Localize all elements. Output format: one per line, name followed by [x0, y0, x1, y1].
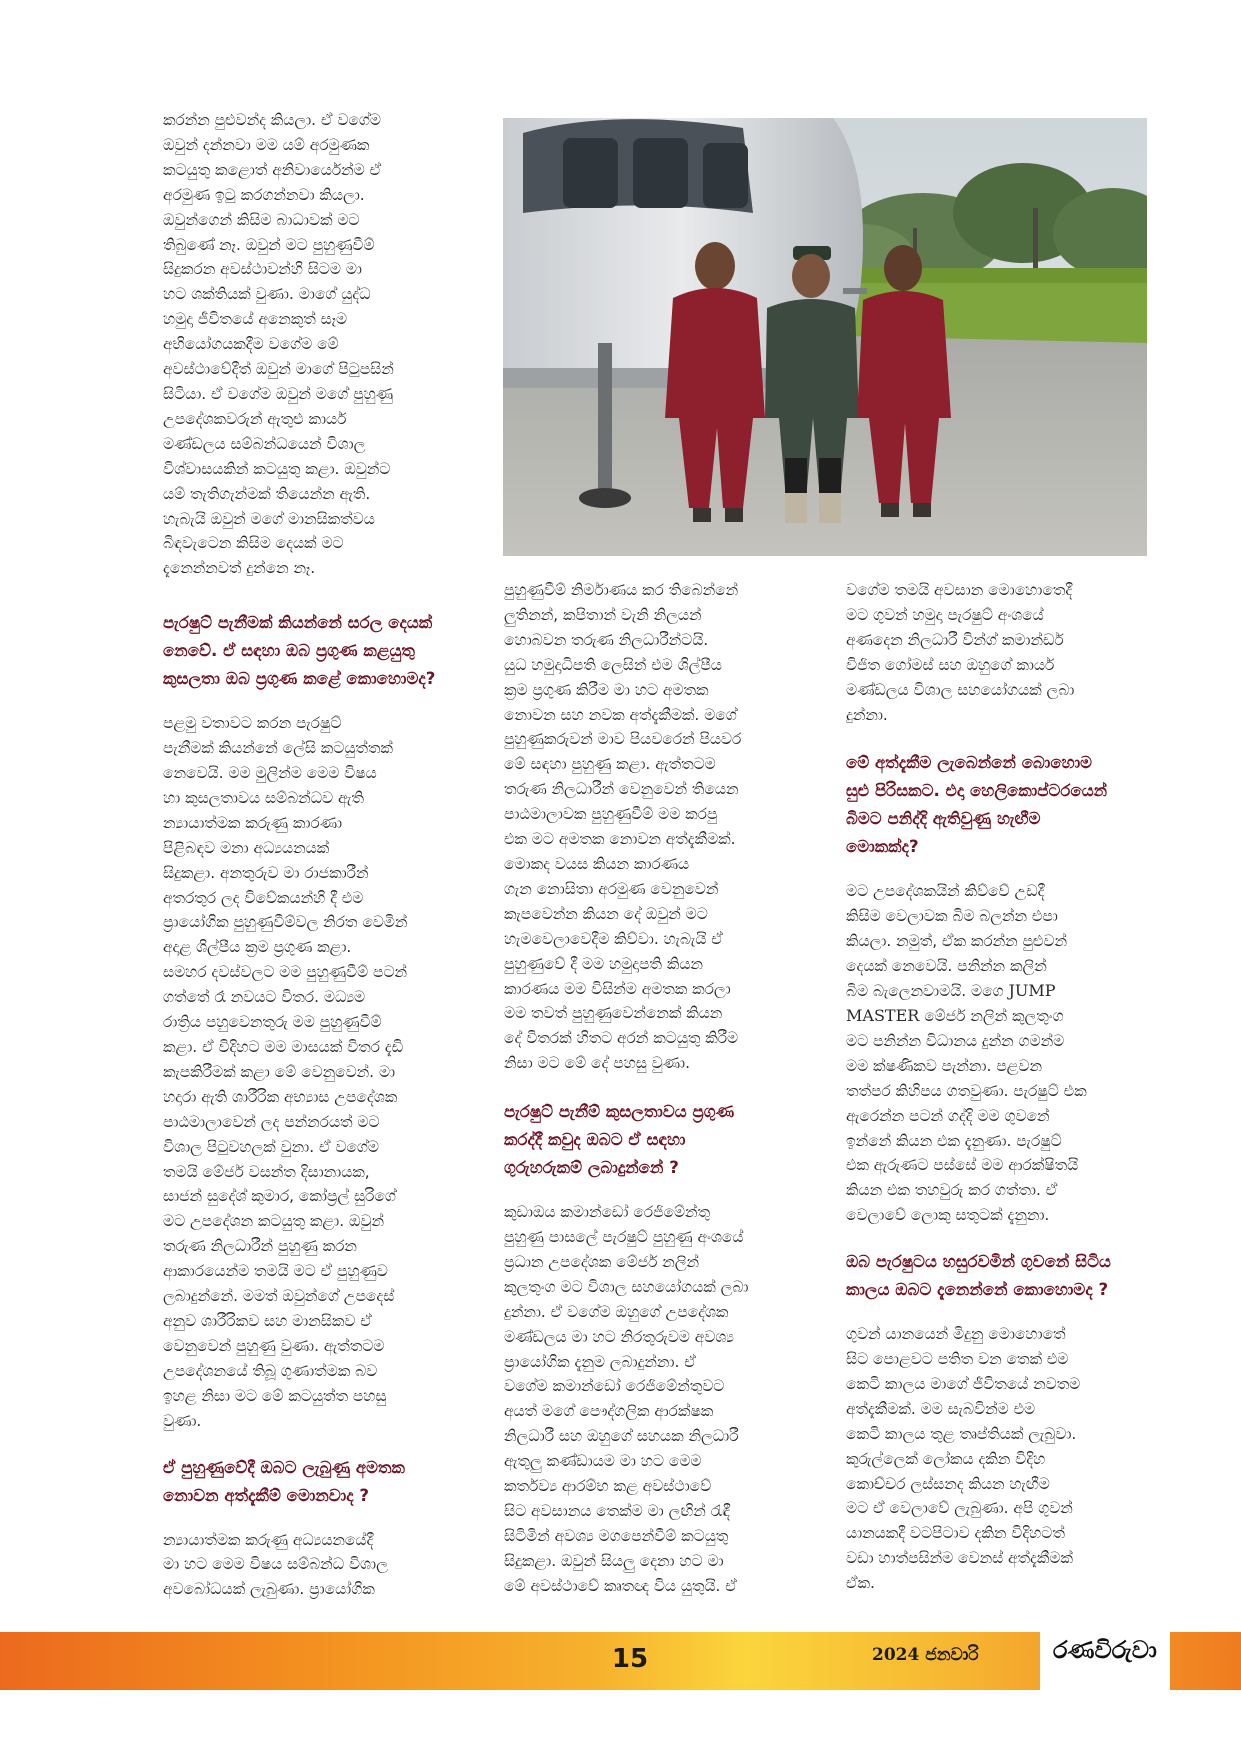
interview-question: ඒ පුහුණුවේදී ඔබට ලැබුණු අමතක නොවන අත්දැකීම් මොනවාද ? — [163, 1457, 405, 1505]
paragraph: ගුවන් යානයෙන් මිදුනු මොහොතේ සිට පොළවට පතිත වන තෙක් එම කෙටි කාලය මාගේ ජීවිතයේ නවතම අත්දැකීමක්. මම සැබවින්ම එම කෙටි කාලය තුළ තෘප්තියක් ලැබුවා. කුරුල්ලෙක් ලෝකය දකින විදිහ කොච්චර ලස්සනද කියන හැඟීම මට ඒ වෙලාවේ ලැබුණා. අපි ගුවන් යානයකදී වටපිටාව දකින විදිහටත් වඩා හාත්පසින්ම වෙනස් අත්දැකීමක් ඒක. — [846, 1325, 1081, 1593]
paragraph-text: මේජර් නලින් කුලතුංග මට පනින්න විධානය දුන්න ගමන්ම මම ක්ෂණිකව පැන්නා. පළවන තත්පර කිහිපය ගතවුණා. පැරෂුට් එක ඇරෙන්න පටන් ගද්දි මම ගුවනේ ඉන්නේ කියන එක දැනුණා. පැරෂුට් එක ඇරුණට පස්සේ මම ආරක්ෂිතයි කියන එක තහවුරු කර ගත්තා. ඒ වෙලාවේ ලොකු සතුටක් දැනුනා. — [846, 1006, 1087, 1225]
jump-master-term: JUMP MASTER — [846, 981, 1056, 1025]
paragraph — [846, 879, 1146, 1228]
issue-date: 2024 ජනවාරි — [872, 1645, 979, 1665]
article-column-1 — [163, 108, 463, 1602]
paragraph: වගේම තමයි අවසාන මොහොතෙදී මට ගුවන් හමුදා පැරෂුට් අංශයේ අණදෙන නිලධාරී වින්ග් කමාන්ඩර් විජිත ගෝමස් සහ ඔහුගේ කාර්ය මණ්ඩලය විශාල සහයෝගයක් ලබා දුන්නා. — [846, 581, 1075, 724]
interview-question: පැරෂුට් පැනීමක් කියන්නේ සරල දෙයක් නෙවේ. ඒ සඳහා ඔබ ප්‍රගුණ කළයුතු කුසලතා ඔබ ප්‍රගුණ කළේ කොහොමද? — [163, 613, 436, 689]
article-column-2 — [504, 578, 804, 1599]
paragraph: කුඩාඔය කමාන්ඩෝ රෙජිමේන්තු පුහුණු පාසලේ පැරෂුට් පුහුණු අංශයේ ප්‍රධාන උපදේශක මේජර් නලින් කුලතුංග මට විශාල සහයෝගයක් ලබා දුන්නා. ඒ වගේම ඔහුගේ උපදේශක මණ්ඩලය මා හට නිරතුරුවම අවශ්‍ය ප්‍රායෝගික දැනුම ලබාදුන්නා. ඒ වගේම කමාන්ඩෝ රෙජිමේන්තුවට අයත් මගේ පෞද්ගලික ආරක්ෂක නිලධාරී සහ ඔහුගේ සහයක නිලධාරී ඇතුලු කණ්ඩායම මා හට මෙම කර්තව්‍ය ආරම්භ කළ අවස්ථාවේ සිට අවසානය තෙක්ම මා ලඟින් රැඳී සිටිමින් අවශ්‍ය මගපෙන්වීම් කටයුතු සිදුකළා. ඔවුන් සියලු දෙනා හට මා මේ අවස්ථාවේ කෘතඥ විය යුතුයි. ඒ — [504, 1203, 749, 1595]
paragraph: පුහුණුවීම් නිර්මාණය කර තිබෙන්නේ ලුතිනන්, කපිතාන් වැනි නිලයන් හොබවන තරුණ නිලධාරීන්ටයි. යුධ හමුදාධිපති ලෙසින් එම ශිල්පීය ක්‍රම ප්‍රගුණ කිරීම මා හට අමතක නොවන සහ නවක අත්දැකීමක්. මගේ පුහුණුකරුවන් මාව පියවරෙන් පියවර මේ සඳහා පුහුණු කළා. ඇත්තටම තරුණ නිලධාරීන් වෙනුවෙන් තියෙන පාඨමාලාවක පුහුණුවීම් මම කරපු එක මට අමතක නොවන අත්දැකීමක්. මොකද වයස කියන කාරණය ගැන නොසිතා අරමුණ වෙනුවෙන් කැපවෙන්න කියන දේ ඔවුන් මට හැමවෙලාවෙදීම කිව්වා. හැබැයි ඒ පුහුණුවේ දී මම හමුදාපති කියන කාරණය මම විසින්ම අමතක කරලා මම තවත් පුහුණුවෙන්නෙක් කියන දේ විතරක් හිතට අරන් කටයුතු කිරීම නිසා මට මේ දේ පහසු වුණා. — [504, 581, 742, 1073]
paragraph-text: මට උපදේශකයින් කිව්වේ උඩදී කිසිම වෙලාවක බිම බලන්න එපා කියලා. නමුත්, ඒක කරන්න පුළුවන් දෙයක් නෙවෙයි. පනින්න කලින් බිම බැලෙනවාමයි. මගෙ — [846, 882, 1067, 1001]
helicopter-photo — [503, 118, 1147, 556]
interview-question: පැරෂුට් පැනීම් කුසලතාවය ප්‍රගුණ කරද්දී කවුද ඔබට ඒ සඳහා ගුරුහරුකම් ලබාදුන්නේ ? — [504, 1102, 735, 1178]
paragraph: න්‍යායාත්මක කරුණු අධ්‍යයනයේදී මා හට මෙම විෂය සම්බන්ධ විශාල අවබෝධයක් ලැබුණා. ප්‍රායෝගික — [163, 1530, 388, 1599]
magazine-name: රණවිරුවා — [1053, 1636, 1157, 1664]
interview-question: ඔබ පැරෂුටය හසුරවමින් ගුවනේ සිටිය කාලය ඔබට දැනෙන්නේ කොහොමද ? — [846, 1252, 1111, 1300]
interview-question: මේ අත්දැකීම ලැබෙන්නේ බොහොම සුළු පිරිසකට. එදා හෙලිකොප්ටරයෙන් බිමට පනිද්දි ඇතිවුණු හැඟීම මොකක්ද? — [846, 753, 1108, 857]
article-column-3 — [846, 578, 1146, 1596]
magazine-logo — [1040, 1626, 1170, 1696]
page-number: 15 — [611, 1644, 649, 1674]
paragraph: කරන්න පුළුවන්ද කියලා. ඒ වගේම ඔවුන් දන්නවා මම යම් අරමුණක කටයුතු කළොත් අනිවාර්යෙන්ම ඒ අරමුණ ඉටු කරගන්නවා කියලා. ඔවුන්ගෙන් කිසිම බාධාවක් මට තිබුණේ නෑ. ඔවුන් මට පුහුණුවීම් සිදුකරන අවස්ථාවන්හි සිටම මා හට ශක්තියක් වුණා. මාගේ යුද්ධ හමුදා ජීවිතයේ අනෙකුත් සෑම අභියෝගයකදීම වගේම මේ අවස්ථාවේදීත් ඔවුන් මාගේ පිටුපසින් සිටියා. ඒ වගේම ඔවුන් මගේ පුහුණු උපදේශකවරුන් ඇතුළු කාර්ය මණ්ඩලය සම්බන්ධයෙන් විශාල විශ්වාසයකින් කටයුතු කළා. ඔවුන්ට යම් තැතිගැන්මක් තියෙන්න ඇති. හැබැයි ඔවුන් මගේ මානසිකත්වය බිඳවැටෙන කිසිම දෙයක් මට දැනෙන්නවත් දුන්නෙ නෑ. — [163, 111, 394, 578]
paragraph: පළමු වතාවට කරන පැරෂුට් පැනීමක් කියන්නේ ලේසි කටයුත්තක් නෙවෙයි. මම මුලින්ම මෙම විෂය හා කුසලතාවය සම්බන්ධව ඇති න්‍යායාත්මක කරුණු කාරණා පිළිබඳව මනා අධ්‍යයනයක් සිදුකළා. අනතුරුව මා රාජකාරීන් අතරතුර ලද විවේකයන්හි දී එම ප්‍රායෝගික පුහුණුවීම්වල නිරත වෙමින් අදාළ ශිල්පීය ක්‍රම ප්‍රගුණ කළා. සමහර දවස්වලට මම පුහුණුවීම් පටන් ගත්තේ රෑ නවයට විතර. මධ්‍යම රාත්‍රිය පහුවෙනතුරු මම පුහුණුවීම් කළා. ඒ විදිහට මම මාසයක් විතර දැඩි කැපකිරීමක් කළා මේ වෙනුවෙන්. මා හදාරා ඇති ශාරීරික අභ්‍යාස උපදේශක පාඨමාලාවෙන් ලද පන්නරයත් මට විශාල පිටුවහලක් වුනා. ඒ වගේම තමයි මේජර් වසන්ත දිසානායක, සාජන් සුදේශ් කුමාර, කෝප්‍රල් සුරිගේ මට උපදේශන කටයුතු කළා. ඔවුන් තරුණ නිලධාරීන් පුහුණු කරන ආකාරයෙන්ම තමයි මට ඒ පුහුණුව ලබාදුන්නේ. මමත් ඔවුන්ගේ උපදෙස් අනුව ශාරීරිකව සහ මානසිකව ඒ වෙනුවෙන් පුහුණු වුණා. ඇත්තටම උපදේශනයේ තිබූ ගුණාත්මක බව ඉහළ නිසා මට මේ කටයුත්ත පහසු වුණා. — [163, 714, 408, 1430]
